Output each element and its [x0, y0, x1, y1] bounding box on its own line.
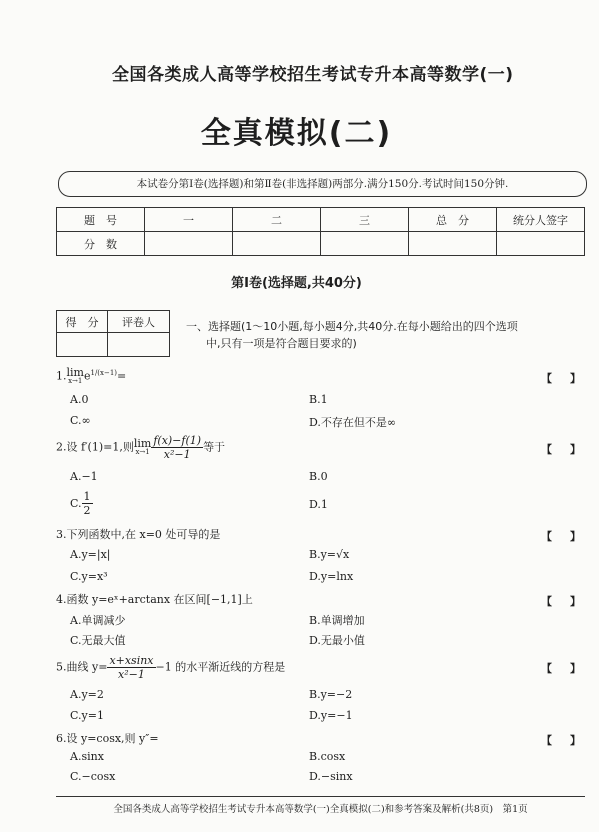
score-cell-total[interactable]	[409, 232, 497, 256]
score-table-header-label: 题 号	[57, 208, 145, 232]
q1-option-b[interactable]: B.1	[309, 393, 328, 406]
answer-bracket-6[interactable]: 【】	[541, 734, 599, 747]
q2-option-c[interactable]: C. $\frac{1}{2}$	[70, 490, 91, 517]
question-2: 2.设 f′(1)=1,则lim x→1 $\frac{f(x)-f(1)}{\text{x²−1}}$ 等于	[56, 434, 226, 461]
limit-expression: lim x→1	[133, 437, 152, 456]
grader-name-label: 评卷人	[108, 311, 170, 333]
q3-option-d[interactable]: D.y=lnx	[309, 570, 354, 583]
limit-expression: lim x→1	[66, 366, 84, 385]
q2-option-b[interactable]: B.0	[309, 470, 328, 483]
fraction: $\frac{f(x)-f(1)}{\text{x²−1}}$	[153, 434, 202, 461]
q6-option-a[interactable]: A.sinx	[70, 750, 104, 763]
score-table	[56, 207, 585, 256]
q1-option-c[interactable]: C.∞	[70, 414, 91, 427]
q4-option-c[interactable]: C.无最大值	[70, 634, 126, 647]
q3-option-a[interactable]: A.y=|x|	[70, 548, 111, 561]
section1-instructions-line2: 中,只有一项是符合题目要求的)	[206, 337, 357, 350]
q4-option-d[interactable]: D.无最小值	[309, 634, 365, 647]
question-3: 3.下列函数中,在 x=0 处可导的是	[56, 528, 221, 541]
part1-title: 第Ⅰ卷(选择题,共40分)	[231, 276, 362, 291]
score-table-header-signature: 统分人签字	[497, 208, 585, 232]
score-table-header-3: 三	[321, 208, 409, 232]
grader-box	[56, 310, 170, 357]
answer-bracket-3[interactable]: 【】	[541, 530, 599, 543]
q2-option-d[interactable]: D.1	[309, 498, 328, 511]
q6-option-c[interactable]: C.−cosx	[70, 770, 116, 783]
exam-title: 全真模拟(二)	[200, 116, 393, 151]
score-table-header-2: 二	[233, 208, 321, 232]
q2-option-a[interactable]: A.−1	[70, 470, 98, 483]
score-table-row-label: 分 数	[57, 232, 145, 256]
series-title: 全国各类成人高等学校招生考试专升本高等数学(一)	[112, 65, 514, 85]
grader-score-label: 得 分	[57, 311, 108, 333]
q1-option-a[interactable]: A.0	[70, 393, 89, 406]
answer-bracket-5[interactable]: 【】	[541, 662, 599, 675]
section1-instructions-line1: 一、选择题(1～10小题,每小题4分,共40分.在每小题给出的四个选项	[186, 320, 518, 333]
instructions-box	[58, 171, 587, 197]
score-cell-2[interactable]	[233, 232, 321, 256]
footer-rule	[56, 796, 585, 797]
question-1: 1.lim x→1 $e^{1/(x-1)}=$	[56, 366, 127, 385]
answer-bracket-4[interactable]: 【】	[541, 595, 599, 608]
q1-option-d[interactable]: D.不存在但不是∞	[309, 416, 397, 429]
grader-score-cell[interactable]	[57, 333, 108, 357]
fraction: $\frac{x+xsinx}{\text{x²−1}}$	[109, 654, 154, 681]
q5-option-d[interactable]: D.y=−1	[309, 709, 353, 722]
question-6: 6.设 y=cosx,则 y″=	[56, 732, 159, 745]
grader-name-cell[interactable]	[108, 333, 170, 357]
q4-option-a[interactable]: A.单调减少	[70, 614, 126, 627]
score-cell-3[interactable]	[321, 232, 409, 256]
question-1-number: 1.	[56, 369, 67, 383]
question-4: 4.函数 y=eˣ+arctanx 在区间[−1,1]上	[56, 593, 253, 606]
q3-option-b[interactable]: B.y=√x	[309, 548, 350, 561]
instructions-text: 本试卷分第Ⅰ卷(选择题)和第Ⅱ卷(非选择题)两部分.满分150分.考试时间150分钟.	[136, 178, 509, 190]
q5-option-a[interactable]: A.y=2	[70, 688, 104, 701]
answer-bracket-2[interactable]: 【】	[541, 443, 599, 456]
score-cell-1[interactable]	[145, 232, 233, 256]
footer-text: 全国各类成人高等学校招生考试专升本高等数学(一)全真模拟(二)和参考答案及解析(共8页) 第1页	[113, 804, 528, 815]
score-table-header-total: 总 分	[409, 208, 497, 232]
score-table-header-1: 一	[145, 208, 233, 232]
q5-option-c[interactable]: C.y=1	[70, 709, 104, 722]
q4-option-b[interactable]: B.单调增加	[309, 614, 365, 627]
q5-option-b[interactable]: B.y=−2	[309, 688, 353, 701]
q3-option-c[interactable]: C.y=x³	[70, 570, 108, 583]
question-5: 5.曲线 y= $\frac{x+xsinx}{\text{x²−1}}$ −1 的水平渐近线的方程是	[56, 654, 286, 681]
q6-option-b[interactable]: B.cosx	[309, 750, 346, 763]
answer-bracket-1[interactable]: 【】	[541, 372, 599, 385]
score-cell-signature[interactable]	[497, 232, 585, 256]
q6-option-d[interactable]: D.−sinx	[309, 770, 353, 783]
